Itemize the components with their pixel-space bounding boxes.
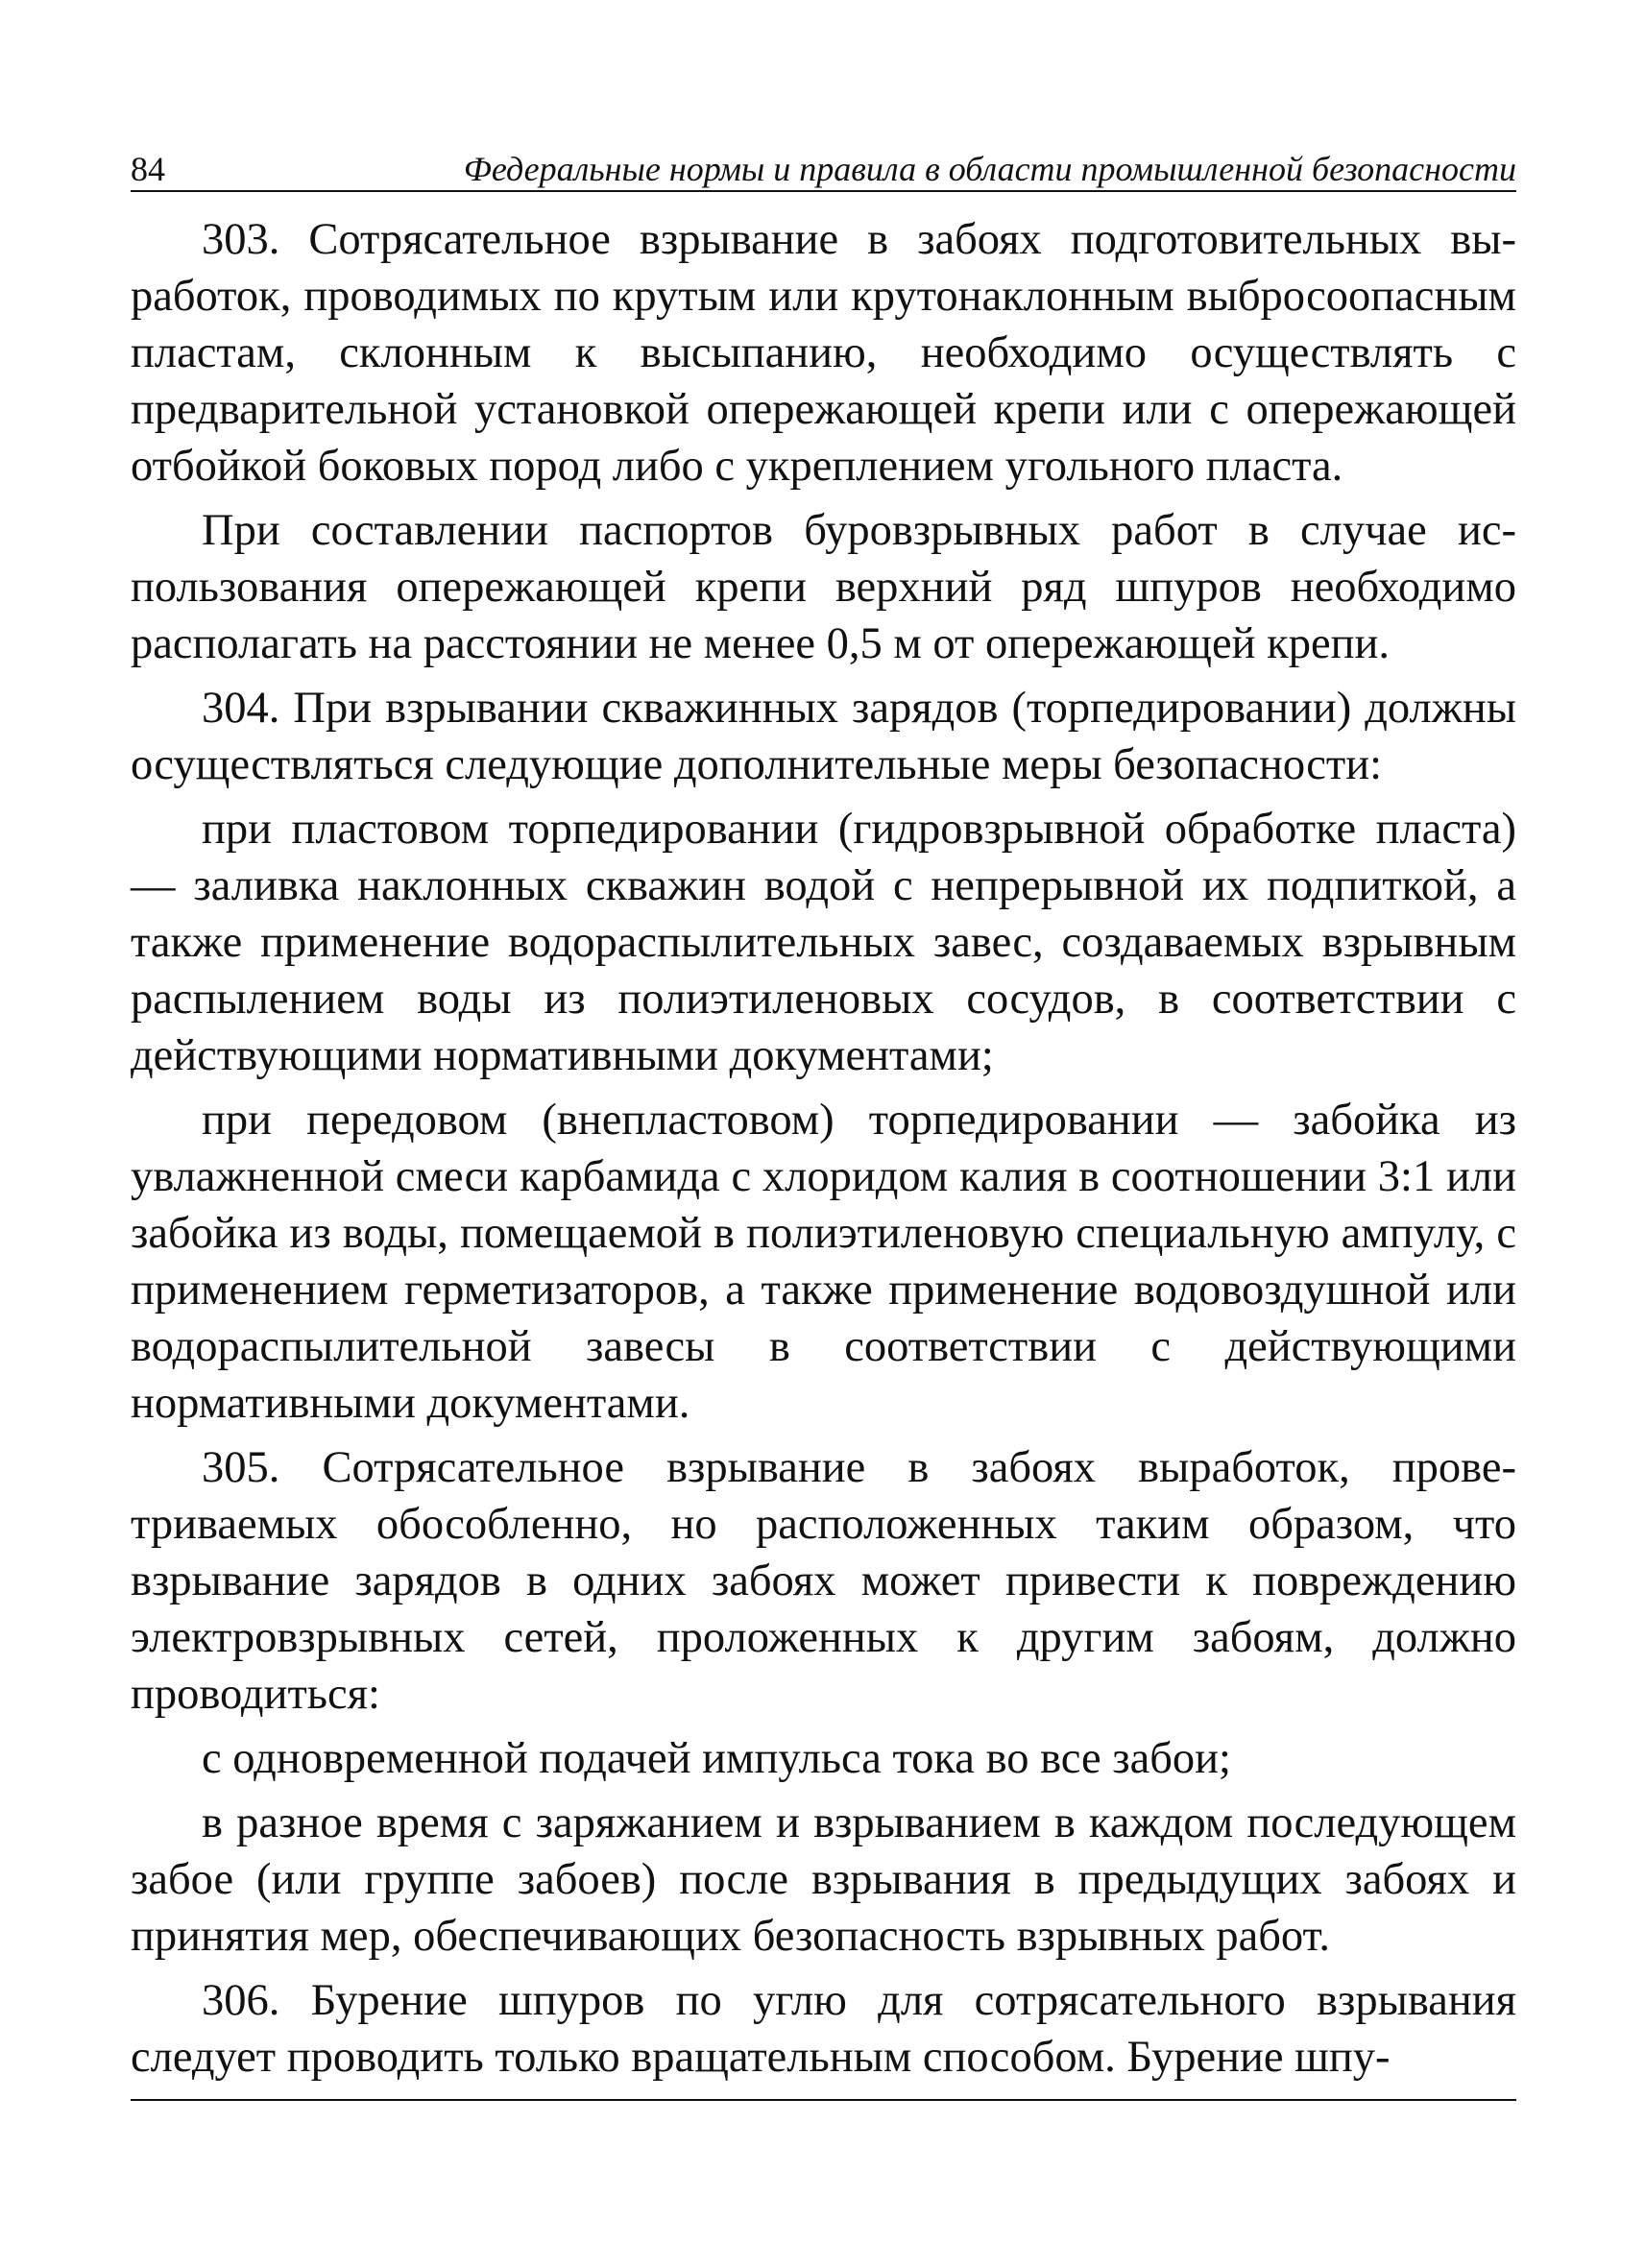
page-number: 84 (131, 150, 165, 188)
paragraph-306: 306. Бурение шпуров по углю для сотрясательного взрывания следует проводить только вращательным способом. Бурение шпу- (131, 1976, 1516, 2082)
paragraph-305-sequential: в разное время с заряжанием и взрыванием в каждом последующем забое (или группе забоев) после взрывания в предыдущих забоях и принятия мер, обеспечивающих безопасность взрывных работ. (131, 1798, 1516, 1961)
body-text (131, 211, 1516, 2086)
page-header (131, 144, 1516, 192)
document-page (131, 144, 1516, 2101)
paragraph-305: 305. Сотрясательное взрывание в забоях выработок, проветриваемых обособленно, но расположенных таким образом, что взрывание зарядов в одних забоях может привести к повреждению электровзрывных сетей, проложенных к другим забоям, должно проводиться: (131, 1443, 1516, 1719)
running-title: Федеральные нормы и правила в области промышленной безопасности (463, 150, 1516, 188)
paragraph-303-passports: При составлении паспортов буровзрывных работ в случае использования опережающей крепи верхний ряд шпуров необходимо располагать на расстоянии не менее 0,5 м от опережающей крепи. (131, 506, 1516, 668)
paragraph-305-simultaneous: с одновременной подачей импульса тока во все забои; (202, 1734, 1231, 1783)
paragraph-303: 303. Сотрясательное взрывание в забоях подготовительных выработок, проводимых по крутым или крутонаклонным выбросоопасным пластам, склонным к высыпанию, необходимо осуществлять с предварительной установкой опережающей крепи или с опережающей отбойкой боковых пород либо с укреплением угольного пласта. (131, 215, 1516, 491)
paragraph-304-advance-torpedo: при передовом (внепластовом) торпедировании — забойка из увлажненной смеси карбамида с хлоридом калия в соотношении 3:1 или забойка из воды, помещаемой в полиэтиленовую специальную ампулу, с применением герметизаторов, а также применение водовоздушной или водораспылительной завесы в соответствии с действующими нормативными документами. (131, 1096, 1516, 1428)
paragraph-304-layer-torpedo: при пластовом торпедировании (гидровзрывной обработке пласта) — заливка наклонных скважин водой с непрерывной их подпиткой, а также применение водораспылительных завес, создаваемых взрывным распылением воды из полиэтиленовых сосудов, в соответствии с действующими нормативными документами; (131, 805, 1516, 1080)
footer-rule (131, 2099, 1516, 2101)
paragraph-304: 304. При взрывании скважинных зарядов (торпедировании) должны осуществляться следующие дополнительные меры безопасности: (131, 684, 1516, 789)
